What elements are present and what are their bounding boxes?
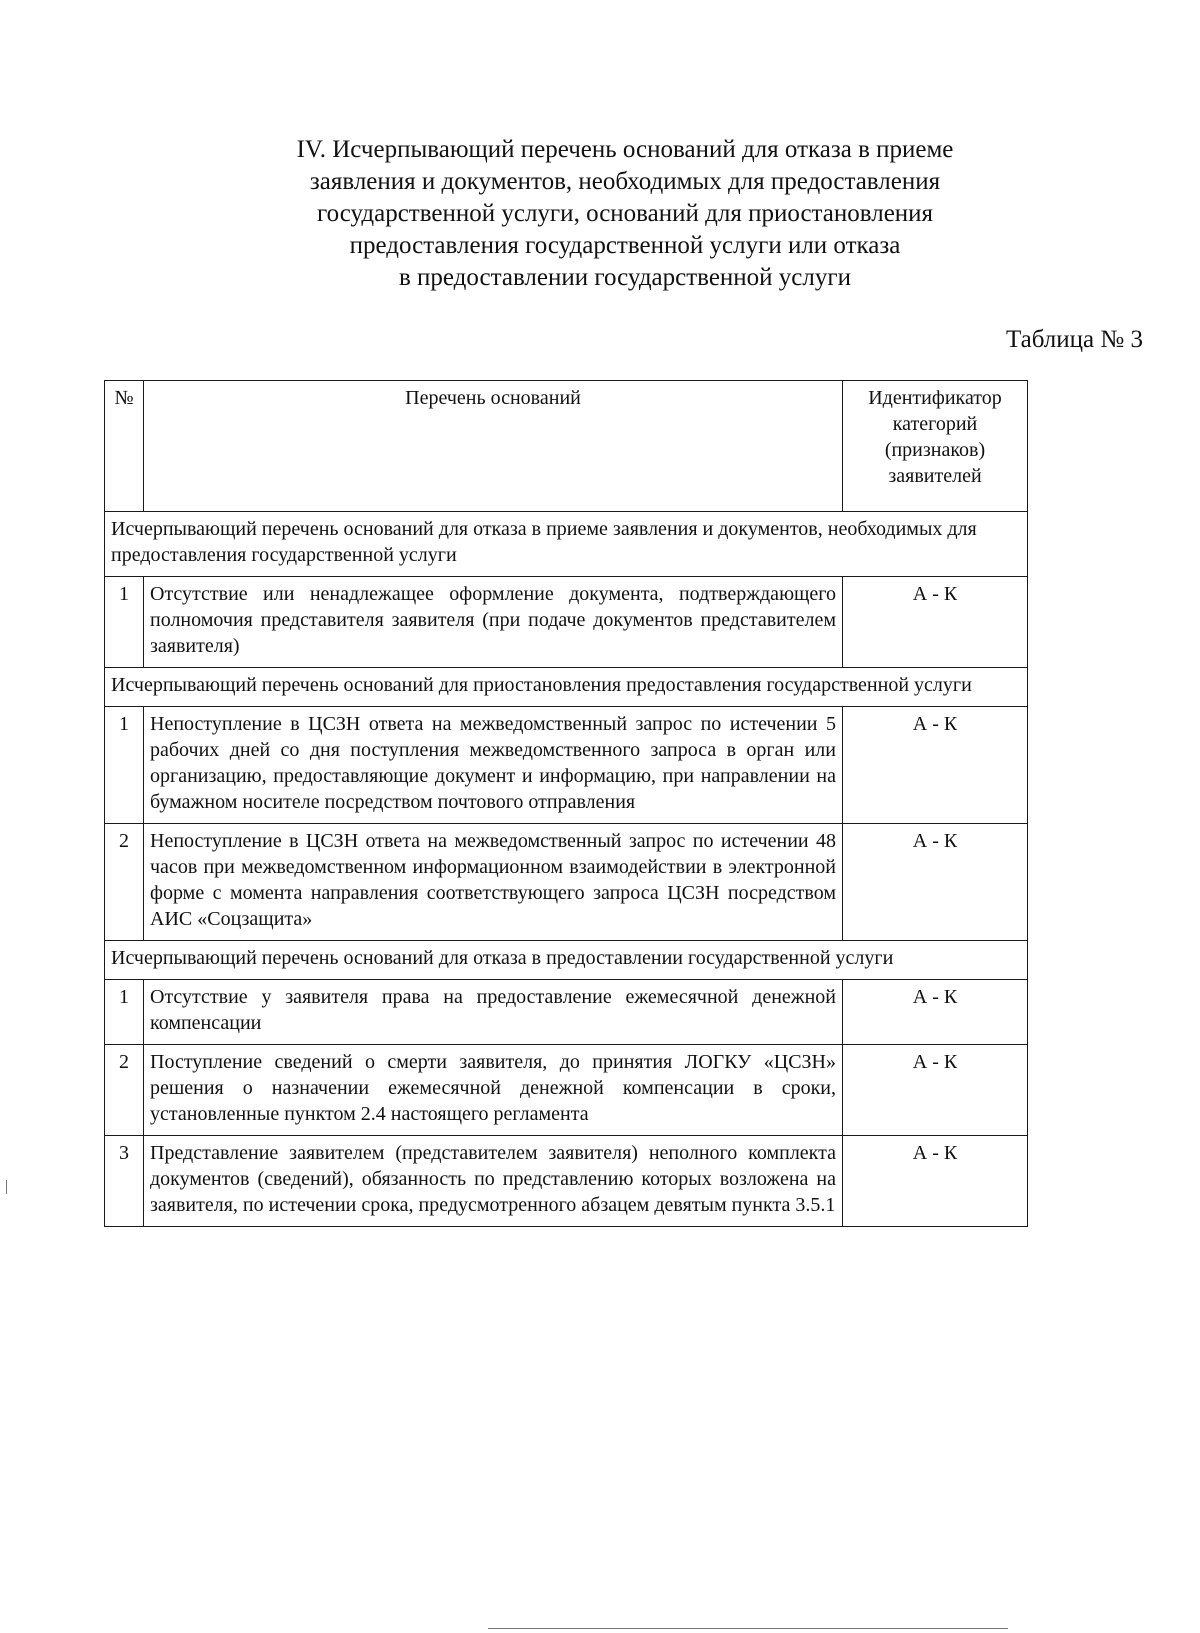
section-row [105,512,1028,577]
row-num: 2 [105,1045,144,1136]
row-num: 3 [105,1136,144,1227]
scan-mark [488,1628,1008,1629]
row-text: Отсутствие у заявителя права на предоставление ежемесячной денежной компенсации [144,980,843,1045]
table-row [105,980,1028,1045]
heading-line: государственной услуги, оснований для приостановления [316,200,934,227]
row-text: Непоступление в ЦСЗН ответа на межведомственный запрос по истечении 48 часов при межведомственном информационном взаимодействии в электронной форме с момента направления соответствующего запроса ЦСЗН посредством АИС «Соцзащита» [144,824,843,941]
header-grounds: Перечень оснований [144,381,843,512]
section-title: Исчерпывающий перечень оснований для отказа в приеме заявления и документов, необходимых для предоставления государственной услуги [105,512,1028,577]
row-identifier: А - К [843,1045,1028,1136]
row-identifier: А - К [843,577,1028,668]
table-row [105,824,1028,941]
table-row [105,577,1028,668]
table-row [105,1045,1028,1136]
scan-mark [6,1180,7,1194]
table-row [105,707,1028,824]
row-identifier: А - К [843,1136,1028,1227]
row-num: 1 [105,577,144,668]
header-num: № [105,381,144,512]
section-title: Исчерпывающий перечень оснований для приостановления предоставления государственной услуги [105,668,1028,707]
heading-line: в предоставлении государственной услуги [398,264,852,291]
row-num: 1 [105,707,144,824]
section-row [105,941,1028,980]
row-identifier: А - К [843,824,1028,941]
heading-line: IV. Исчерпывающий перечень оснований для отказа в приеме [296,136,954,163]
table-caption: Таблица № 3 [1005,326,1143,353]
table-row [105,1136,1028,1227]
section-title: Исчерпывающий перечень оснований для отказа в предоставлении государственной услуги [105,941,1028,980]
section-heading [160,134,1090,294]
grounds-table [104,380,1028,1227]
row-num: 2 [105,824,144,941]
table-header-row [105,381,1028,512]
row-text: Поступление сведений о смерти заявителя, до принятия ЛОГКУ «ЦСЗН» решения о назначении ежемесячной денежной компенсации в сроки, установленные пунктом 2.4 настоящего регламента [144,1045,843,1136]
row-num: 1 [105,980,144,1045]
heading-line: заявления и документов, необходимых для предоставления [309,168,941,195]
header-identifier: Идентификатор категорий (признаков) заявителей [843,381,1028,512]
section-row [105,668,1028,707]
row-identifier: А - К [843,707,1028,824]
row-text: Непоступление в ЦСЗН ответа на межведомственный запрос по истечении 5 рабочих дней со дня поступления межведомственного запроса в орган или организацию, предоставляющие документ и информацию, при направлении на бумажном носителе посредством почтового отправления [144,707,843,824]
row-identifier: А - К [843,980,1028,1045]
row-text: Отсутствие или ненадлежащее оформление документа, подтверждающего полномочия представителя заявителя (при подаче документов представителем заявителя) [144,577,843,668]
row-text: Представление заявителем (представителем заявителя) неполного комплекта документов (сведений), обязанность по представлению которых возложена на заявителя, по истечении срока, предусмотренного абзацем девятым пункта 3.5.1 [144,1136,843,1227]
heading-line: предоставления государственной услуги или отказа [349,232,901,259]
